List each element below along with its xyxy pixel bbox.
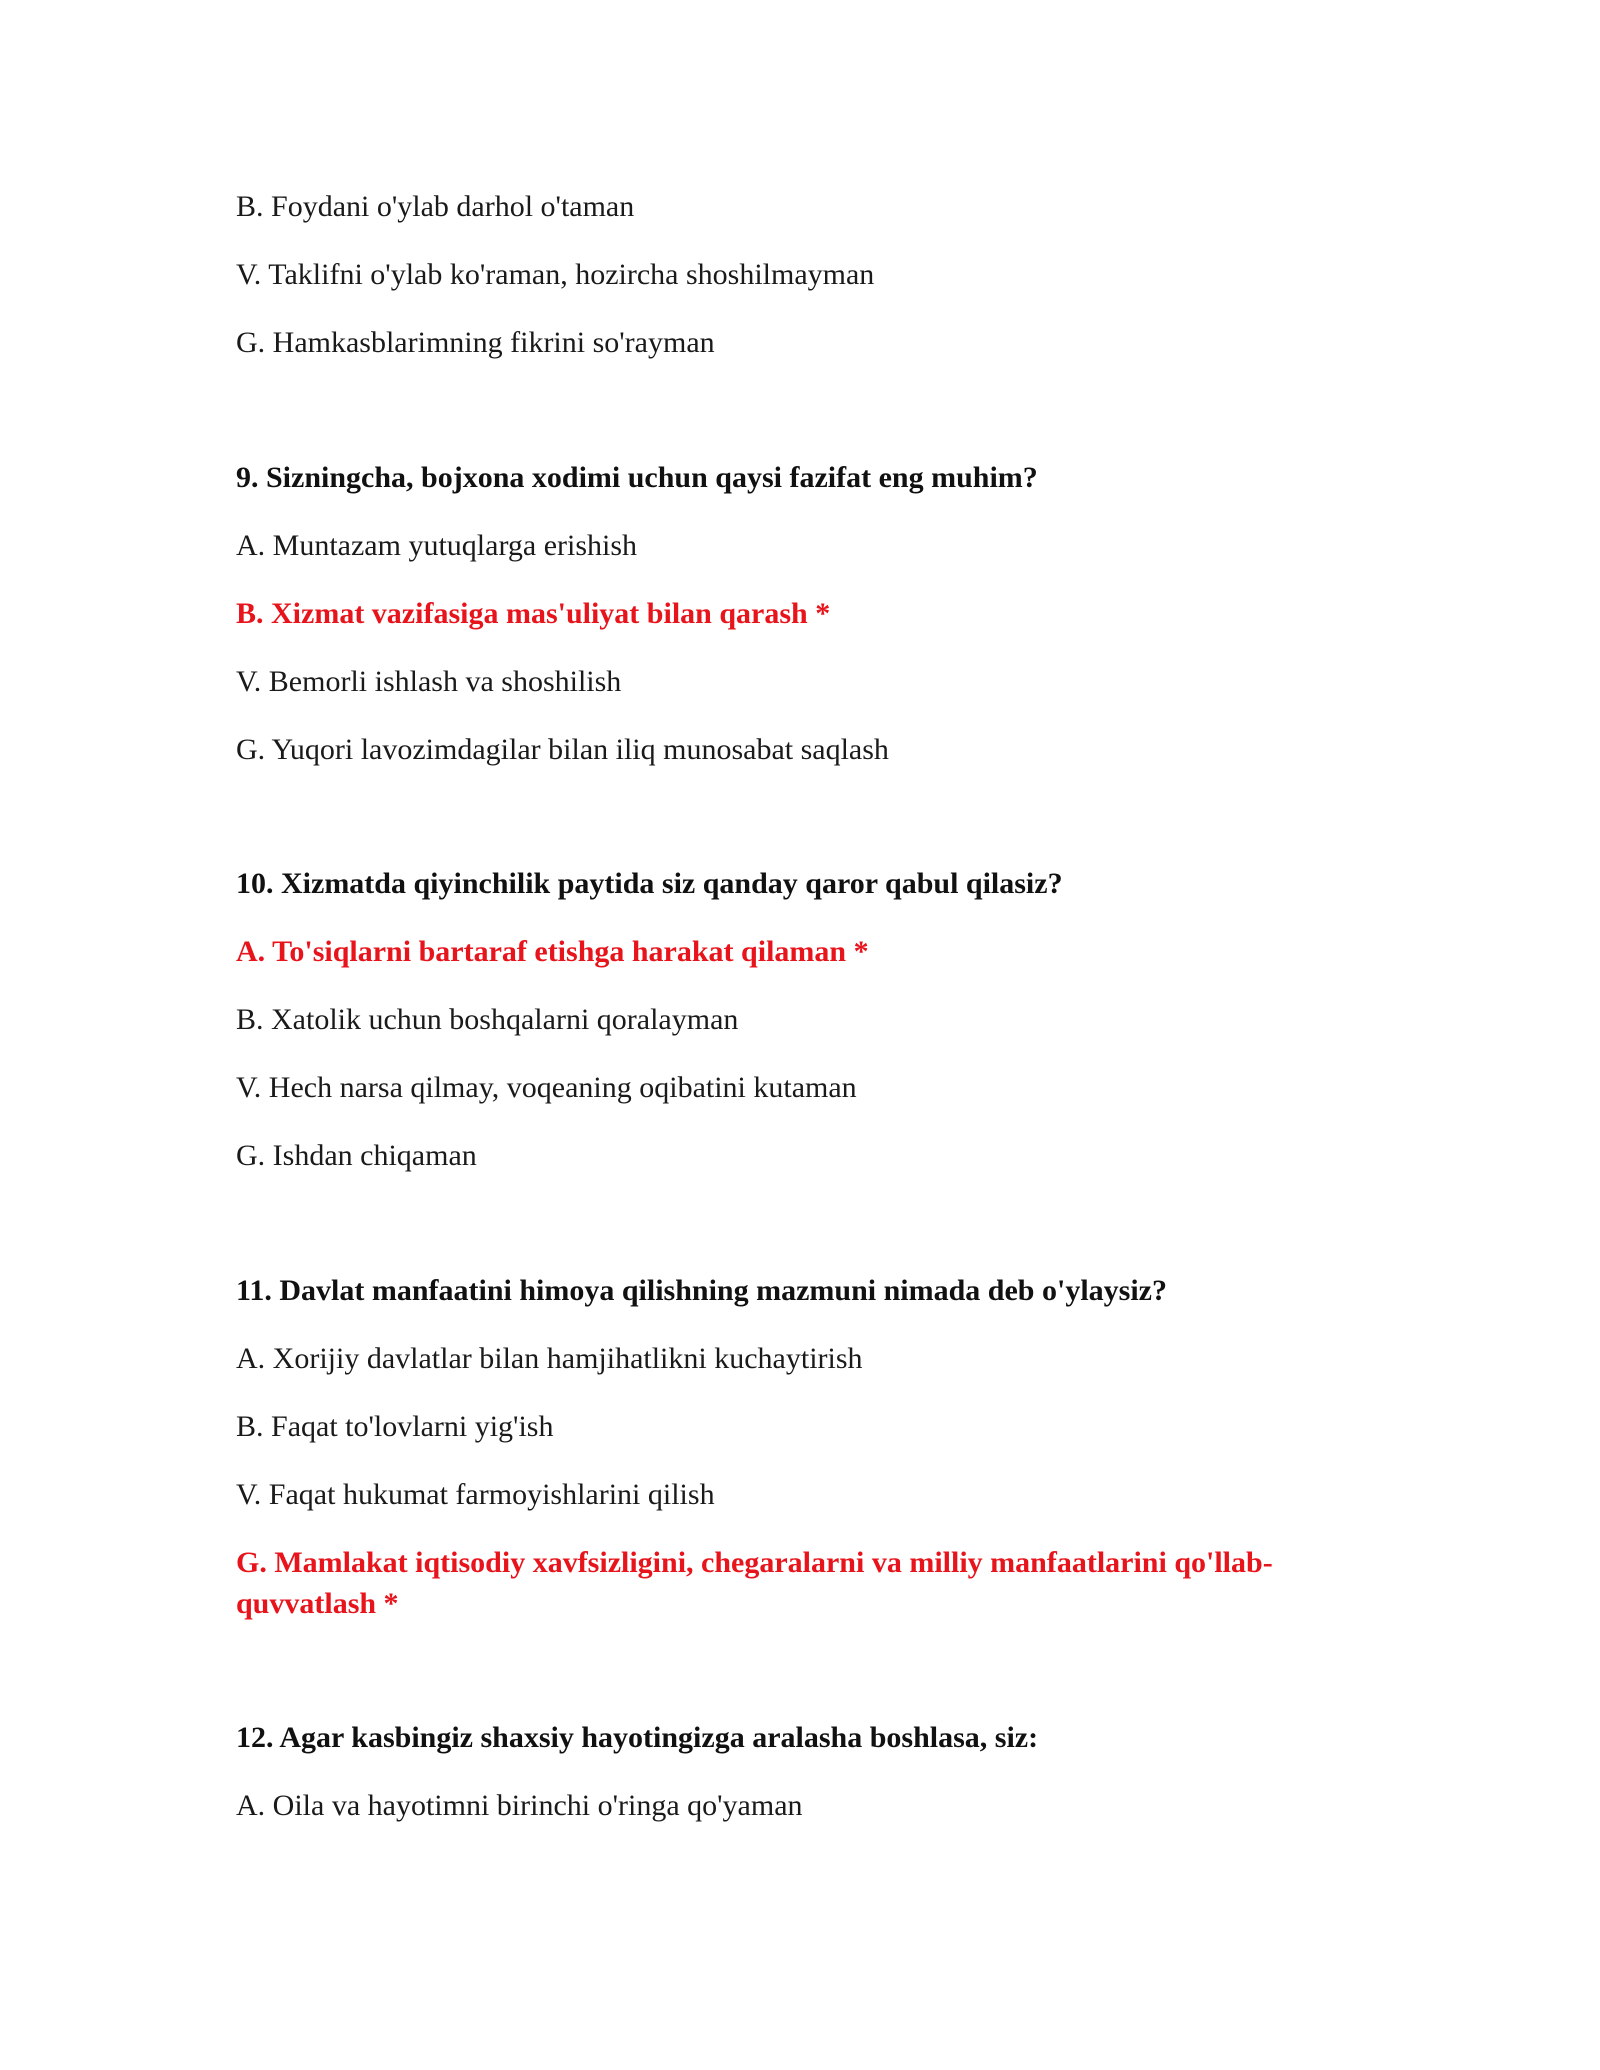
question-9-option-a: A. Muntazam yutuqlarga erishish xyxy=(236,529,638,562)
option-prev-b: B. Foydani o'ylab darhol o'taman xyxy=(236,190,635,223)
question-9-option-g: G. Yuqori lavozimdagilar bilan iliq munosabat saqlash xyxy=(236,733,889,766)
question-12-text: 12. Agar kasbingiz shaxsiy hayotingizga aralasha boshlasa, siz: xyxy=(236,1721,1039,1754)
question-10-option-a-correct: A. To'siqlarni bartaraf etishga harakat qilaman * xyxy=(236,935,869,968)
question-11-option-b: B. Faqat to'lovlarni yig'ish xyxy=(236,1410,554,1443)
question-12-option-a: A. Oila va hayotimni birinchi o'ringa qo'yaman xyxy=(236,1789,803,1822)
question-11-option-a: A. Xorijiy davlatlar bilan hamjihatlikni kuchaytirish xyxy=(236,1342,863,1375)
question-9-text: 9. Sizningcha, bojxona xodimi uchun qaysi fazifat eng muhim? xyxy=(236,461,1038,494)
option-prev-g: G. Hamkasblarimning fikrini so'rayman xyxy=(236,326,715,359)
question-11-text: 11. Davlat manfaatini himoya qilishning mazmuni nimada deb o'ylaysiz? xyxy=(236,1274,1167,1307)
question-9-option-b-correct: B. Xizmat vazifasiga mas'uliyat bilan qarash * xyxy=(236,597,831,630)
question-10-option-b: B. Xatolik uchun boshqalarni qoralayman xyxy=(236,1003,739,1036)
question-9-option-v: V. Bemorli ishlash va shoshilish xyxy=(236,665,622,698)
question-11-option-v: V. Faqat hukumat farmoyishlarini qilish xyxy=(236,1478,715,1511)
question-10-text: 10. Xizmatda qiyinchilik paytida siz qanday qaror qabul qilasiz? xyxy=(236,867,1063,900)
question-10-option-v: V. Hech narsa qilmay, voqeaning oqibatini kutaman xyxy=(236,1071,857,1104)
option-prev-v: V. Taklifni o'ylab ko'raman, hozircha shoshilmayman xyxy=(236,258,875,291)
question-11-option-g-correct: G. Mamlakat iqtisodiy xavfsizligini, chegaralarni va milliy manfaatlarini qo'llab-quvvatlash * xyxy=(236,1546,1273,1620)
question-10-option-g: G. Ishdan chiqaman xyxy=(236,1139,477,1172)
